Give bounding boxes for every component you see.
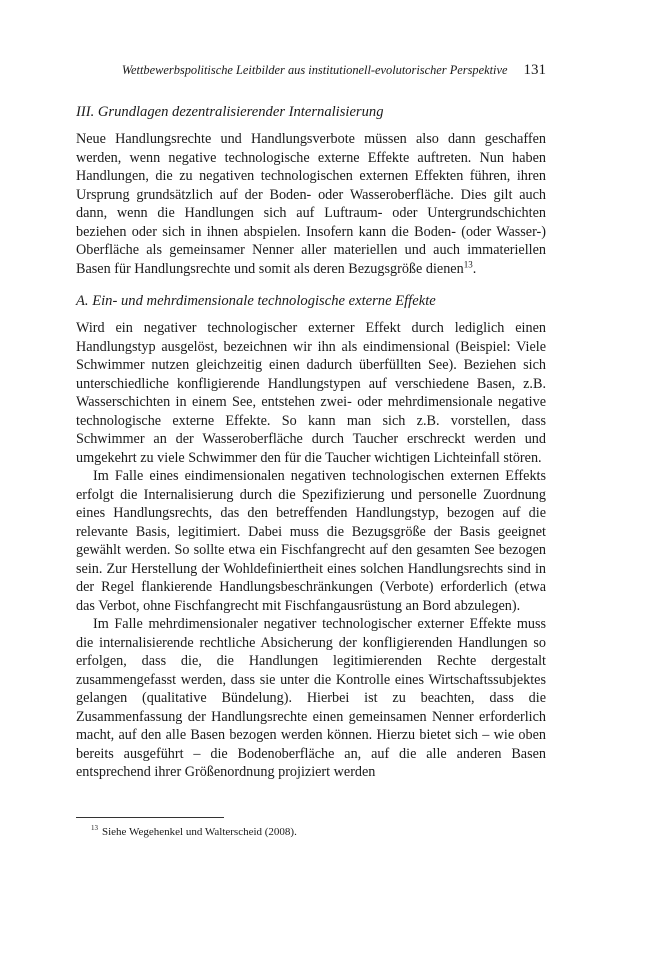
main-text [76,102,546,782]
running-head [76,62,546,79]
running-title: Wettbewerbspolitische Leitbilder aus institutionell-evolutorischer Perspektive [121,63,508,77]
section-heading-a: A. Ein- und mehrdimensionale technologische externe Effekte [76,293,436,309]
section-heading-iii: III. Grundlagen dezentralisierender Internalisierung [76,104,384,120]
footnote-text: Siehe Wegehenkel und Walterscheid (2008). [102,826,297,838]
footnote [91,825,297,840]
footnote-number: 13 [91,824,98,833]
paragraph-dimensions: Wird ein negativer technologischer externer Effekt durch lediglich einen Handlungstyp ausgelöst, bezeichnen wir ihn als eindimensional (Beispiel: Viele Schwimmer nutzen gleichzeitig einen dadurch überfüllten See). Beziehen sich unterschiedliche konfligierende Handlungstypen auf verschiedene Basen, z.B. Wasserschichten in einem See, entstehen zwei- oder mehrdimensionale negative technologische externe Effekte. So kann man sich z.B. vorstellen, dass Schwimmer an der Wasseroberfläche durch Taucher erschreckt werden und umgekehrt zu viele Schwimmer den für die Taucher wichtigen Lichteinfall stören. [76,320,546,466]
paragraph-multi-dimensional: Im Falle mehrdimensionaler negativer technologischer externer Effekte muss die internalisierende rechtliche Absicherung der konfligierenden Handlungen so erfolgen, dass die, die Handlungen legitimierenden Rechte dergestalt zusammengefasst werden, dass sie unter die Kontrolle eines Wirtschaftssubjektes gelangen (qualitative Bündelung). Hierbei ist zu beachten, dass die Zusammenfassung der Handlungsrechte einen gemeinsamen Nenner erforderlich macht, auf den alle Basen bezogen werden können. Hierzu bietet sich – wie oben bereits ausgeführt – die Bodenoberfläche an, auf die alle anderen Basen entsprechend ihrer Größenordnung projiziert werden [76,616,546,780]
paragraph-period: . [472,260,477,277]
page-number: 131 [523,62,546,78]
paragraph-text: Neue Handlungsrechte und Handlungsverbote müssen also dann geschaffen werden, wenn negative technologische externe Effekte auftreten. Nun haben Handlungen, die zu negativen technologischen externen Effekten führen, ihren Ursprung grundsätzlich auf der Boden- oder Wasseroberfläche. Dies gilt auch dann, wenn die Handlungen sich auf Luftraum- oder Untergrundschichten beziehen oder sich in ihnen abspielen. Insofern kann die Boden- (oder Wasser-) Oberfläche als gemeinsamer Nenner aller materiellen und auch immateriellen Basen für Handlungsrechte und somit als deren Bezugsgröße dienen [76,131,546,277]
paragraph-internalisierung [76,130,546,278]
paragraph-one-dimensional: Im Falle eines eindimensionalen negativen technologischen externen Effekts erfolgt die Internalisierung durch die Spezifizierung und personelle Zuordnung eines Handlungsrechts, das den betreffenden Handlungstyp, bezogen auf die relevante Basis, legitimiert. Dabei muss die Bezugsgröße der Basis geeignet gewählt werden. So sollte etwa ein Fischfangrecht auf den gesamten See bezogen sein. Zur Herstellung der Wohldefiniertheit eines solchen Handlungsrechts sind in der Regel flankierende Handlungsbeschränkungen (Verbote) erforderlich (etwa das Verbot, ohne Fischfangrecht mit Fischfangausrüstung an Bord abzulegen). [76,468,546,614]
footnote-reference[interactable]: 13 [463,258,473,269]
footnote-divider [76,817,224,818]
